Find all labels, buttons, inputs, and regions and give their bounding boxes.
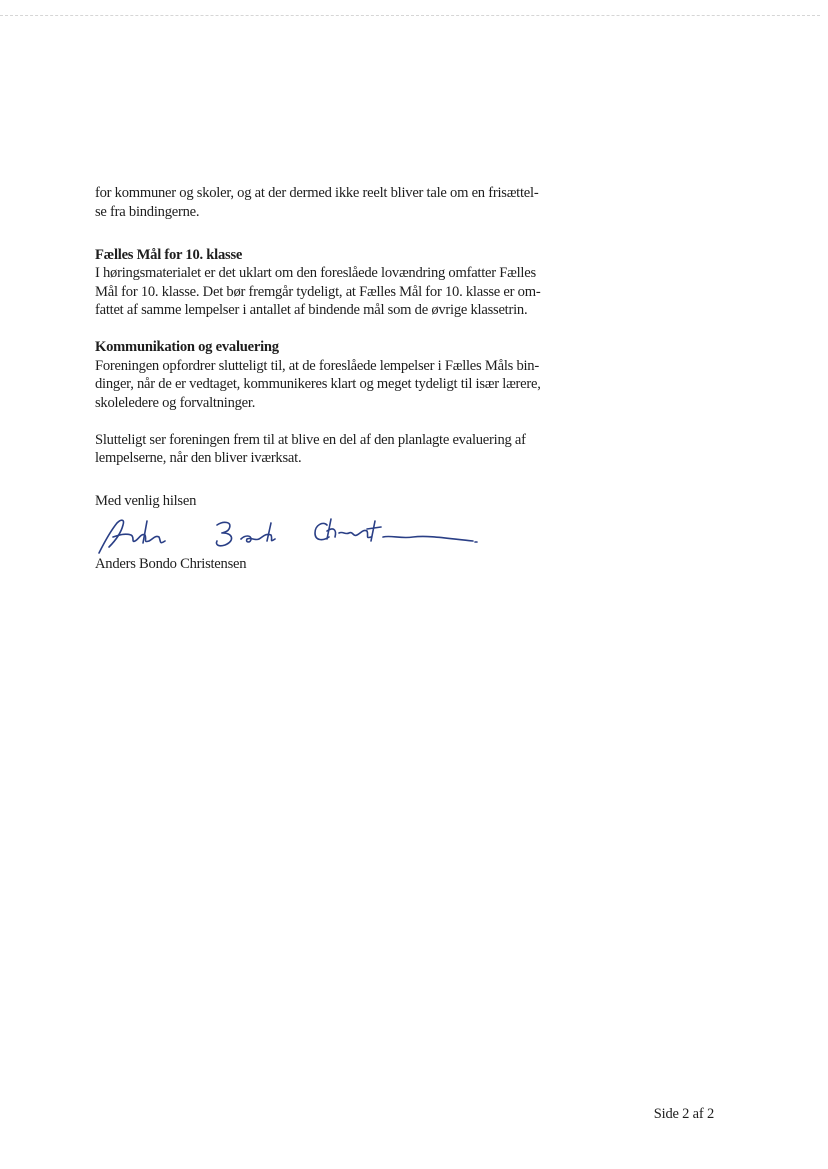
paragraph-line: for kommuner og skoler, og at der dermed ikke reelt bliver tale om en frisættel- [95,185,539,201]
continuation-paragraph [95,184,595,221]
paragraph-line: Foreningen opfordrer slutteligt til, at de foreslåede lempelser i Fælles Måls bin- [95,357,539,374]
paragraph-line: I høringsmaterialet er det uklart om den foreslåede lovændring omfatter Fælles [95,265,536,281]
handwritten-signature [95,511,515,555]
letter-body [95,184,595,573]
signature-image [95,511,515,555]
signatory-name: Anders Bondo Christensen [95,555,247,572]
section-heading: Kommunikation og evaluering [95,339,279,355]
paragraph-line: fattet af samme lempelser i antallet af bindende mål som de øvrige klassetrin. [95,302,528,318]
paragraph-line: dinger, når de er vedtaget, kommunikeres klart og meget tydeligt til især lærere, [95,376,541,392]
section-heading: Fælles Mål for 10. klasse [95,246,243,263]
page-number: Side 2 af 2 [653,1106,714,1122]
paragraph-line: skoleledere og forvaltninger. [95,394,256,411]
paragraph-line: se fra bindingerne. [95,203,200,220]
section-kommunikation [95,338,595,412]
paragraph-line: lempelserne, når den bliver iværksat. [95,450,302,466]
paragraph-line: Slutteligt ser foreningen frem til at blive en del af den planlagte evaluering af [95,431,526,448]
paragraph-line: Mål for 10. klasse. Det bør fremgår tydeligt, at Fælles Mål for 10. klasse er om- [95,283,541,300]
page-top-rule [0,15,820,16]
closing-greeting: Med venlig hilsen [95,493,197,509]
final-paragraph [95,431,595,468]
section-faelles-maal [95,246,595,320]
